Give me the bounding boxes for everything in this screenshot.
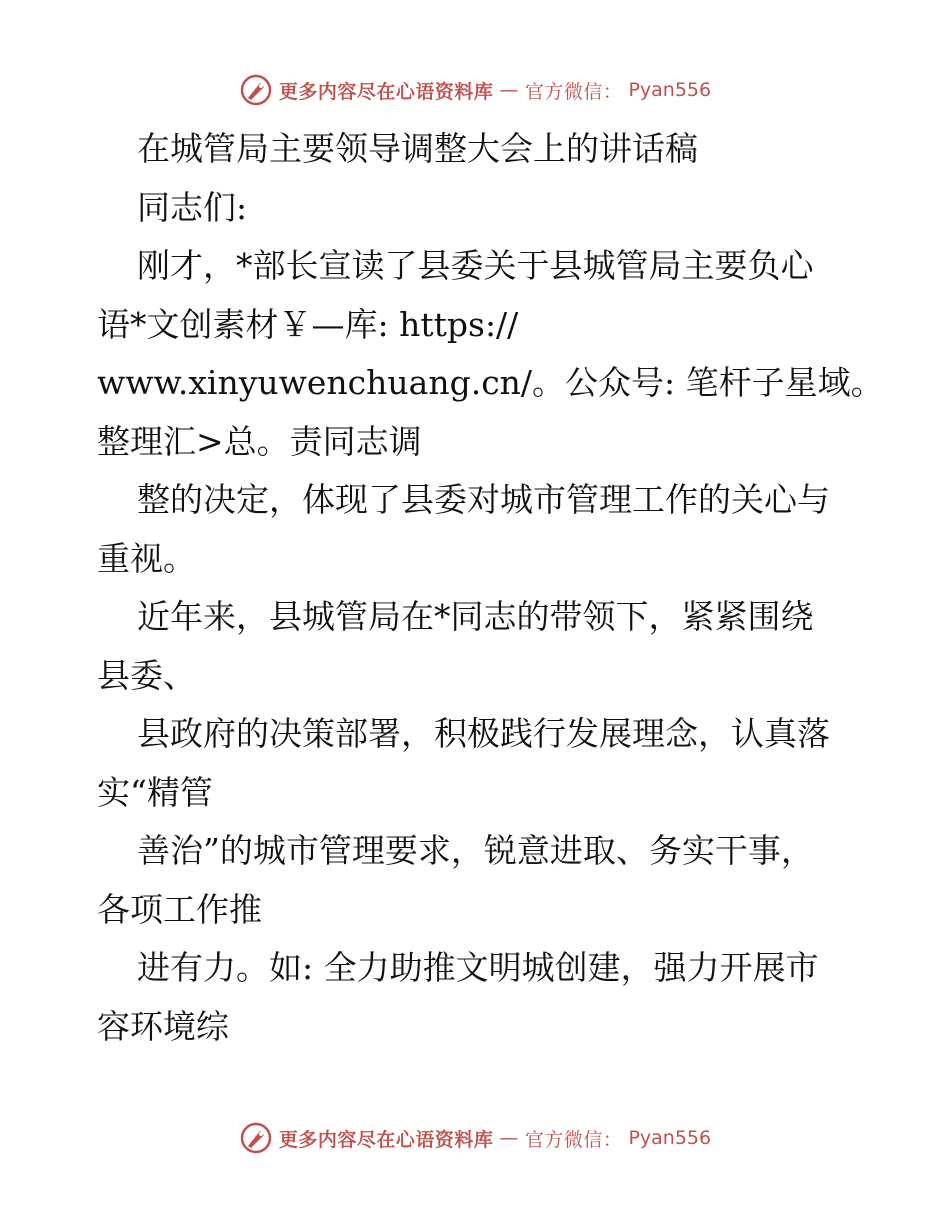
paragraph-line: 整的决定，体现了县委对城市管理工作的关心与 xyxy=(137,480,830,519)
paragraph-line: 善治”的城市管理要求，锐意进取、务实干事， xyxy=(137,831,814,870)
paragraph-line: 近年来，县城管局在*同志的带领下，紧紧围绕 xyxy=(137,597,814,636)
paragraph-line: www.xinyuwenchuang.cn/。公众号: 笔杆子星域。 xyxy=(97,363,884,402)
paragraph-line: 实“精管 xyxy=(97,772,213,812)
watermark-separator: — xyxy=(499,1127,519,1149)
watermark-text: 更多内容尽在心语资料库 xyxy=(278,80,494,103)
paragraph-line: 语*文创素材￥—库: https:// xyxy=(97,304,519,344)
paragraph-line: 进有力。如: 全力助推文明城创建，强力开展市 xyxy=(137,948,819,987)
watermark-text: 更多内容尽在心语资料库 xyxy=(278,1128,494,1151)
paragraph-line: 整理汇>总。责同志调 xyxy=(97,421,422,461)
pen-nib-logo-icon xyxy=(239,1121,273,1155)
paragraph-line: 县委、 xyxy=(97,655,196,695)
pen-nib-logo-icon xyxy=(239,73,273,107)
watermark-wechat-label: 官方微信： xyxy=(524,80,623,103)
document-body xyxy=(97,120,884,1056)
paragraph-line: 县政府的决策部署，积极践行发展理念，认真落 xyxy=(137,714,830,753)
document-title: 在城管局主要领导调整大会上的讲话稿 xyxy=(137,129,698,168)
paragraph-line: 刚才，*部长宣读了县委关于县城管局主要负心 xyxy=(137,246,814,285)
paragraph-line: 容环境综 xyxy=(97,1006,229,1046)
watermark-separator: — xyxy=(499,79,519,101)
header-watermark xyxy=(0,70,950,110)
footer-watermark xyxy=(0,1118,950,1158)
paragraph-line: 各项工作推 xyxy=(97,889,262,929)
paragraph-line: 重视。 xyxy=(97,538,196,578)
watermark-wechat-id: Pyan556 xyxy=(628,79,712,101)
salutation: 同志们: xyxy=(137,187,248,227)
watermark-wechat-label: 官方微信： xyxy=(524,1128,623,1151)
watermark-wechat-id: Pyan556 xyxy=(628,1127,712,1149)
